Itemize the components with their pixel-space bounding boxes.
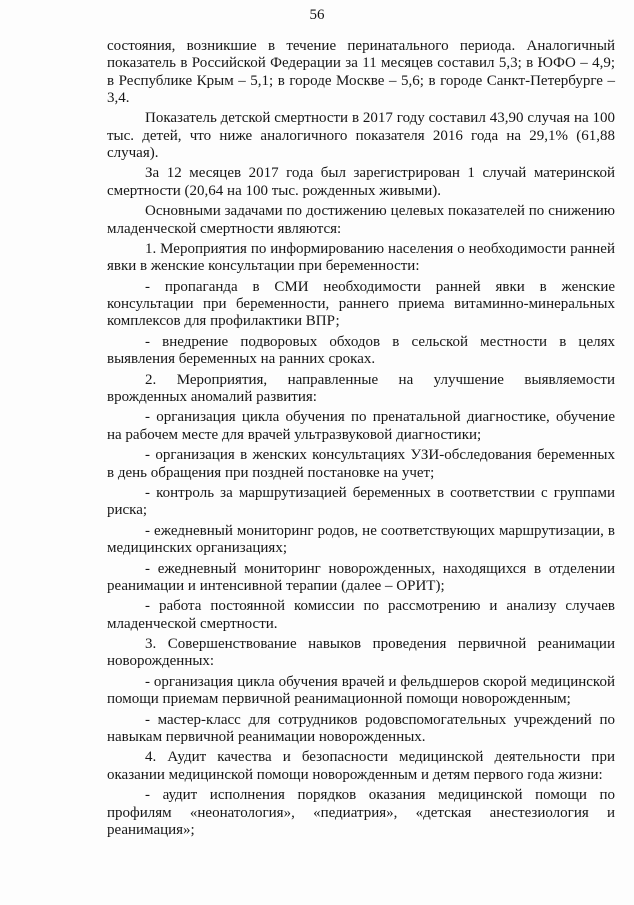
page-number: 56 [309,7,325,23]
list-item-3-heading: 3. Совершенствование навыков проведения первичной реанимации новорожденных: [107,636,615,670]
list-item-2-bullet-commission: - работа постоянной комиссии по рассмотрению и анализу случаев младенческой смертности. [107,598,615,632]
list-item-3-bullet-ems-training: - организация цикла обучения врачей и фельдшеров скорой медицинской помощи приемам первичной реанимационной помощи новорожденным; [107,673,615,708]
list-item-2-bullet-births-monitoring: - ежедневный мониторинг родов, не соответствующих маршрутизации, в медицинских организациях; [107,522,615,557]
list-item-1-bullet-media: - пропаганда в СМИ необходимости ранней явки в женские консультации при беременности, раннего приема витаминно-минеральных комплексов для профилактики ВПР; [107,278,615,330]
paragraph-child-mortality: Показатель детской смертности в 2017 году составил 43,90 случая на 100 тыс. детей, что ниже аналогичного показателя 2016 года на 29,1% (61,88 случая). [107,110,615,161]
paragraph-perinatal-indicators: состояния, возникшие в течение перинатального периода. Аналогичный показатель в Российской Федерации за 11 месяцев составил 5,3; в ЮФО – 4,9; в Республике Крым – 5,1; в городе Москве – 5,6; в городе Санкт-Петербурге – 3,4. [107,38,615,106]
list-item-2-bullet-ultrasound: - организация в женских консультациях УЗИ-обследования беременных в день обращения при поздней постановке на учет; [107,447,615,481]
list-item-3-bullet-master-class: - мастер-класс для сотрудников родовспомогательных учреждений по навыкам первичной реанимации новорожденных. [107,711,615,745]
paragraph-maternal-mortality: За 12 месяцев 2017 года был зарегистрирован 1 случай материнской смертности (20,64 на 100 тыс. рожденных живыми). [107,165,615,199]
paragraph-main-tasks: Основными задачами по достижению целевых показателей по снижению младенческой смертности являются: [107,203,615,237]
list-item-2-bullet-training: - организация цикла обучения по пренатальной диагностике, обучение на рабочем месте для врачей ультразвуковой диагностики; [107,409,615,443]
list-item-1-heading: 1. Мероприятия по информированию населения о необходимости ранней явки в женские консультации при беременности: [107,241,615,275]
list-item-1-bullet-rounds: - внедрение подворовых обходов в сельской местности в целях выявления беременных на ранних сроках. [107,333,615,368]
list-item-2-bullet-routing-control: - контроль за маршрутизацией беременных в соответствии с группами риска; [107,485,615,519]
list-item-2-bullet-newborn-monitoring: - ежедневный мониторинг новорожденных, находящихся в отделении реанимации и интенсивной терапии (далее – ОРИТ); [107,560,615,594]
list-item-4-heading: 4. Аудит качества и безопасности медицинской деятельности при оказании медицинской помощи новорожденным и детям первого года жизни: [107,749,615,783]
list-item-4-bullet-audit: - аудит исполнения порядков оказания медицинской помощи по профилям «неонатология», «педиатрия», «детская анестезиология и реанимация»; [107,787,615,838]
page-body [107,38,615,842]
list-item-2-heading: 2. Мероприятия, направленные на улучшение выявляемости врожденных аномалий развития: [107,371,615,405]
